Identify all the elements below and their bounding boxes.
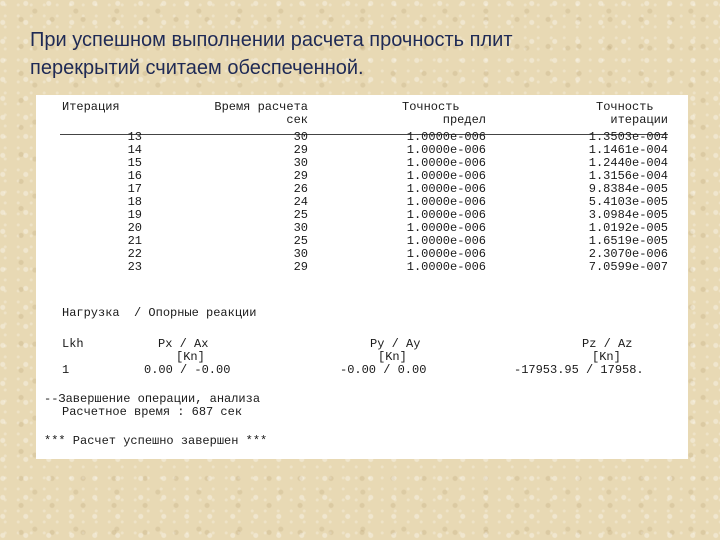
cell-time: 30 bbox=[293, 247, 308, 261]
cell-limit: 1.0000e-006 bbox=[406, 260, 486, 274]
table-header-row bbox=[36, 101, 688, 114]
analysis-complete-line: --Завершение операции, анализа bbox=[44, 392, 261, 406]
header-iteration: Итерация bbox=[62, 100, 120, 114]
cell-limit: 1.0000e-006 bbox=[406, 195, 486, 209]
calculation-time-line: Расчетное время : 687 сек bbox=[62, 405, 243, 419]
cell-time: 25 bbox=[293, 208, 308, 222]
cell-limit: 1.0000e-006 bbox=[406, 208, 486, 222]
cell-accuracy: 3.0984e-005 bbox=[588, 208, 668, 222]
cell-accuracy: 1.3503e-004 bbox=[588, 130, 668, 144]
cell-time: 25 bbox=[293, 234, 308, 248]
cell-iteration: 22 bbox=[127, 247, 142, 261]
load-x-unit: [Kn] bbox=[176, 350, 205, 364]
cell-accuracy: 5.4103e-005 bbox=[588, 195, 668, 209]
cell-accuracy: 1.1461e-004 bbox=[588, 143, 668, 157]
cell-limit: 1.0000e-006 bbox=[406, 156, 486, 170]
load-y-unit: [Kn] bbox=[378, 350, 407, 364]
load-y-value: -0.00 / 0.00 bbox=[340, 363, 427, 377]
cell-time: 30 bbox=[293, 130, 308, 144]
cell-limit: 1.0000e-006 bbox=[406, 221, 486, 235]
console-output-panel bbox=[36, 95, 688, 459]
cell-accuracy: 1.3156e-004 bbox=[588, 169, 668, 183]
subheader-iteration: итерации bbox=[610, 113, 668, 127]
cell-accuracy: 7.0599e-007 bbox=[588, 260, 668, 274]
load-z-unit: [Kn] bbox=[592, 350, 621, 364]
table-subheader-row bbox=[36, 114, 688, 127]
cell-accuracy: 2.3070e-006 bbox=[588, 247, 668, 261]
cell-limit: 1.0000e-006 bbox=[406, 143, 486, 157]
cell-accuracy: 1.6519e-005 bbox=[588, 234, 668, 248]
cell-limit: 1.0000e-006 bbox=[406, 247, 486, 261]
cell-limit: 1.0000e-006 bbox=[406, 182, 486, 196]
cell-iteration: 20 bbox=[127, 221, 142, 235]
header-tolerance-iteration: Точность bbox=[596, 100, 654, 114]
heading-line-1: При успешном выполнении расчета прочность плит bbox=[30, 29, 513, 51]
cell-limit: 1.0000e-006 bbox=[406, 169, 486, 183]
cell-time: 26 bbox=[293, 182, 308, 196]
cell-accuracy: 1.0192e-005 bbox=[588, 221, 668, 235]
load-case-label: Lkh bbox=[62, 337, 84, 351]
cell-time: 30 bbox=[293, 156, 308, 170]
load-z-header: Pz / Az bbox=[582, 337, 633, 351]
header-tolerance-limit: Точность bbox=[402, 100, 460, 114]
success-message: *** Расчет успешно завершен *** bbox=[44, 434, 268, 448]
cell-time: 29 bbox=[293, 260, 308, 274]
subheader-time-unit: сек bbox=[286, 113, 308, 127]
load-x-header: Px / Ax bbox=[158, 337, 209, 351]
cell-iteration: 13 bbox=[127, 130, 142, 144]
cell-limit: 1.0000e-006 bbox=[406, 130, 486, 144]
slide-heading bbox=[30, 26, 680, 82]
cell-time: 29 bbox=[293, 143, 308, 157]
cell-time: 29 bbox=[293, 169, 308, 183]
heading-line-2: перекрытий считаем обеспеченной. bbox=[30, 57, 364, 79]
cell-iteration: 17 bbox=[127, 182, 142, 196]
load-y-header: Py / Ay bbox=[370, 337, 421, 351]
cell-iteration: 19 bbox=[127, 208, 142, 222]
cell-iteration: 14 bbox=[127, 143, 142, 157]
cell-time: 30 bbox=[293, 221, 308, 235]
cell-iteration: 18 bbox=[127, 195, 142, 209]
table-row bbox=[36, 261, 688, 274]
subheader-limit: предел bbox=[442, 113, 486, 127]
load-case-value: 1 bbox=[62, 363, 70, 377]
cell-iteration: 23 bbox=[127, 260, 142, 274]
loads-title: Нагрузка / Опорные реакции bbox=[62, 306, 257, 320]
load-z-value: -17953.95 / 17958. bbox=[514, 363, 644, 377]
cell-limit: 1.0000e-006 bbox=[406, 234, 486, 248]
cell-iteration: 15 bbox=[127, 156, 142, 170]
cell-iteration: 16 bbox=[127, 169, 142, 183]
cell-iteration: 21 bbox=[127, 234, 142, 248]
load-x-value: 0.00 / -0.00 bbox=[144, 363, 231, 377]
cell-accuracy: 9.8384e-005 bbox=[588, 182, 668, 196]
cell-time: 24 bbox=[293, 195, 308, 209]
cell-accuracy: 1.2440e-004 bbox=[588, 156, 668, 170]
header-time: Время расчета bbox=[214, 100, 308, 114]
